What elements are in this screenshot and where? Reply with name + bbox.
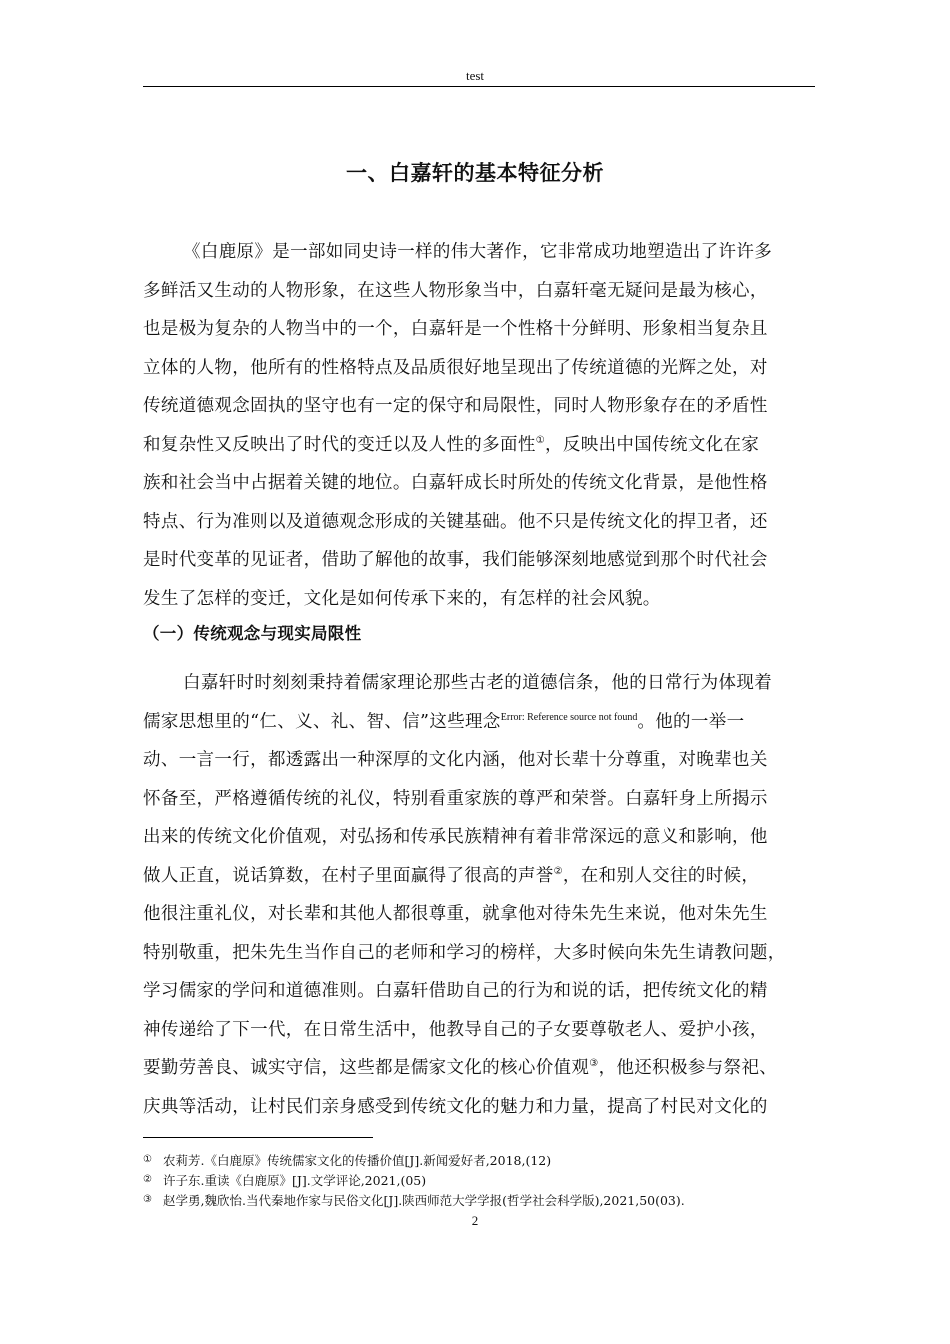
footnote-text: 赵学勇,魏欣怡.当代秦地作家与民俗文化[J].陕西师范大学学报(哲学社会科学版),2021,50(03). bbox=[163, 1193, 685, 1208]
text-line: 族和社会当中占据着关键的地位。白嘉轩成长时所处的传统文化背景，是他性格 bbox=[143, 473, 768, 493]
page-number: 2 bbox=[471, 1213, 479, 1228]
footnote-mark: ② bbox=[143, 1174, 152, 1185]
text-segment: 和复杂性又反映出了时代的变迁以及人性的多面性 bbox=[143, 434, 536, 455]
reference-error: Error: Reference source not found bbox=[500, 711, 638, 723]
text-segment: 。他的一举一 bbox=[637, 711, 745, 732]
text-line bbox=[143, 703, 823, 742]
text-line: 学习儒家的学问和道德准则。白嘉轩借助自己的行为和说的话，把传统文化的精 bbox=[143, 981, 768, 1001]
footnote-separator bbox=[143, 1137, 373, 1138]
text-line: 立体的人物，他所有的性格特点及品质很好地呈现出了传统道德的光辉之处，对 bbox=[143, 357, 768, 378]
text-line: 《白鹿原》是一部如同史诗一样的伟大著作，它非常成功地塑造出了许许多 bbox=[183, 242, 773, 262]
text-line: 特别敬重，把朱先生当作自己的老师和学习的榜样，大多时候向朱先生请教问题， bbox=[143, 942, 786, 963]
text-segment: ，在和别人交往的时候， bbox=[562, 865, 760, 886]
text-line: 他很注重礼仪，对长辈和其他人都很尊重，就拿他对待朱先生来说，他对朱先生 bbox=[143, 904, 768, 924]
section-heading: 一、白嘉轩的基本特征分析 bbox=[346, 161, 604, 185]
header-rule bbox=[143, 86, 815, 87]
text-line bbox=[143, 1049, 823, 1088]
footnote-mark: ① bbox=[143, 1154, 152, 1165]
text-line: 特点、行为准则以及道德观念形成的关键基础。他不只是传统文化的捍卫者，还 bbox=[143, 511, 768, 532]
subsection-heading: （一）传统观念与现实局限性 bbox=[143, 624, 362, 643]
page-header: test bbox=[465, 68, 485, 83]
text-line bbox=[143, 857, 823, 896]
text-line: 怀备至，严格遵循传统的礼仪，特别看重家族的尊严和荣誉。白嘉轩身上所揭示 bbox=[143, 788, 768, 809]
text-line: 庆典等活动，让村民们亲身感受到传统文化的魅力和力量，提高了村民对文化的 bbox=[143, 1096, 768, 1117]
text-segment: ，反映出中国传统文化在家 bbox=[545, 434, 760, 455]
text-line: 发生了怎样的变迁，文化是如何传承下来的，有怎样的社会风貌。 bbox=[143, 588, 661, 609]
footnote-item bbox=[143, 1190, 843, 1210]
paragraph-2 bbox=[143, 664, 823, 1126]
footnote-ref-1[interactable]: ① bbox=[535, 434, 546, 446]
text-line: 是时代变革的见证者，借助了解他的故事，我们能够深刻地感觉到那个时代社会 bbox=[143, 550, 768, 570]
footnote-text: 农莉芳.《白鹿原》传统儒家文化的传播价值[J].新闻爱好者,2018,(12) bbox=[163, 1153, 552, 1168]
text-segment: ，他还积极参与祭祀、 bbox=[598, 1058, 778, 1078]
text-line: 传统道德观念固执的坚守也有一定的保守和局限性，同时人物形象存在的矛盾性 bbox=[143, 396, 768, 416]
text-segment: 儒家思想里的“仁、义、礼、智、信”这些理念 bbox=[143, 711, 501, 732]
text-segment: 要勤劳善良、诚实守信，这些都是儒家文化的核心价值观 bbox=[143, 1058, 590, 1078]
footnote-item bbox=[143, 1150, 843, 1170]
paragraph-1 bbox=[143, 233, 823, 618]
text-line: 多鲜活又生动的人物形象，在这些人物形象当中，白嘉轩毫无疑问是最为核心， bbox=[143, 280, 768, 301]
text-line: 出来的传统文化价值观，对弘扬和传承民族精神有着非常深远的意义和影响，他 bbox=[143, 827, 768, 847]
footnote-text: 许子东.重读《白鹿原》[J].文学评论,2021,(05) bbox=[163, 1173, 427, 1188]
text-segment: 做人正直，说话算数，在村子里面赢得了很高的声誉 bbox=[143, 865, 554, 886]
footnote-ref-2[interactable]: ② bbox=[553, 865, 563, 877]
text-line: 也是极为复杂的人物当中的一个，白嘉轩是一个性格十分鲜明、形象相当复杂且 bbox=[143, 319, 768, 339]
footnote-mark: ③ bbox=[143, 1194, 152, 1205]
text-line: 神传递给了下一代，在日常生活中，他教导自己的子女要尊敬老人、爱护小孩， bbox=[143, 1019, 768, 1040]
footnotes bbox=[143, 1150, 843, 1210]
text-line: 动、一言一行，都透露出一种深厚的文化内涵，他对长辈十分尊重，对晚辈也关 bbox=[143, 750, 768, 770]
text-line: 白嘉轩时时刻刻秉持着儒家理论那些古老的道德信条，他的日常行为体现着 bbox=[183, 673, 773, 693]
footnote-item bbox=[143, 1170, 843, 1190]
text-line bbox=[143, 426, 823, 465]
footnote-ref-3[interactable]: ③ bbox=[589, 1058, 599, 1069]
